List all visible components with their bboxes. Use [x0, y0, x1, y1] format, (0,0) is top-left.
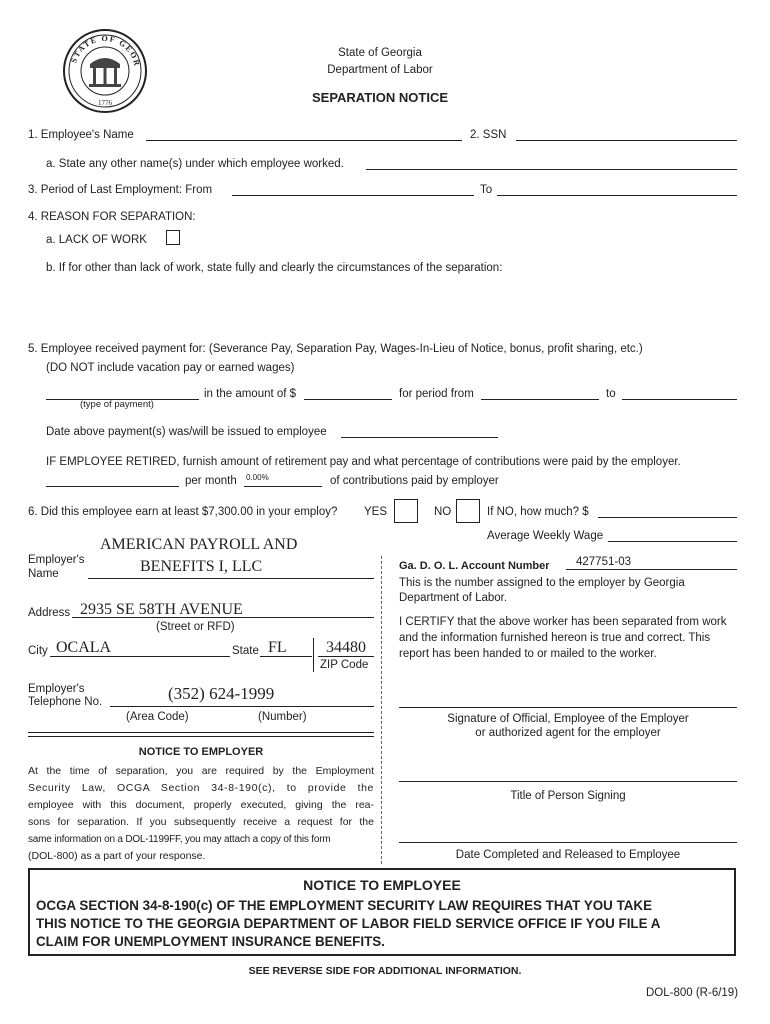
- street-label: (Street or RFD): [156, 621, 235, 633]
- notice-employer-line: same information on a DOL-1199FF, you may attach a copy of this form: [28, 834, 331, 845]
- notice-employer-line: employee with this document, properly executed, giving the rea-: [28, 799, 374, 811]
- address-label: Address: [28, 607, 71, 619]
- section-divider: [381, 556, 382, 864]
- state-label: State: [232, 645, 259, 657]
- state-name: State of Georgia: [338, 47, 422, 59]
- phone-value: (352) 624-1999: [168, 684, 275, 703]
- phone-field[interactable]: [110, 706, 374, 707]
- date-issued-field[interactable]: [341, 437, 498, 438]
- notice-employee-line-2: THIS NOTICE TO THE GEORGIA DEPARTMENT OF LABOR FIELD SERVICE OFFICE IF YOU FILE A: [36, 916, 661, 931]
- employer-section-rule: [28, 732, 374, 737]
- retirement-pay-field[interactable]: [46, 486, 179, 487]
- notice-employer-line: Security Law, OCGA Section 34-8-190(c), to provide the: [28, 782, 374, 794]
- no-label: NO: [434, 506, 452, 518]
- retired-label: IF EMPLOYEE RETIRED, furnish amount of retirement pay and what percentage of contributions were paid by the employer.: [46, 456, 681, 468]
- percent-value: 0.00%: [246, 473, 269, 482]
- employer-name-label-2: Name: [28, 568, 59, 580]
- yes-label: YES: [364, 506, 388, 518]
- signature-label-1: Signature of Official, Employee of the Employer: [447, 713, 689, 725]
- reason-label: 4. REASON FOR SEPARATION:: [28, 211, 196, 223]
- certify-line-1: I CERTIFY that the above worker has been separated from work: [399, 616, 727, 628]
- notice-employee-line-3: CLAIM FOR UNEMPLOYMENT INSURANCE BENEFITS.: [36, 934, 385, 949]
- period-to-label-5: to: [606, 388, 616, 400]
- period-from-field[interactable]: [232, 195, 474, 196]
- account-number-label: Ga. D. O. L. Account Number: [399, 560, 550, 572]
- type-of-payment-label: (type of payment): [80, 399, 154, 410]
- phone-label-2: Telephone No.: [28, 696, 103, 708]
- contributions-label: of contributions paid by employer: [330, 475, 499, 487]
- seal-icon: [62, 28, 148, 114]
- svg-text:1776: 1776: [98, 99, 112, 107]
- payment-period-to-field[interactable]: [622, 399, 737, 400]
- title-signing-label: Title of Person Signing: [510, 790, 626, 802]
- employer-name-label-1: Employer's: [28, 554, 85, 566]
- title-field[interactable]: [399, 781, 737, 782]
- date-completed-label: Date Completed and Released to Employee: [455, 849, 681, 861]
- notice-employer-line: At the time of separation, you are required by the Employment: [28, 765, 374, 777]
- account-number-value: 427751-03: [576, 556, 631, 568]
- lack-of-work-checkbox[interactable]: [166, 230, 180, 245]
- notice-employer-title: NOTICE TO EMPLOYER: [138, 746, 264, 758]
- period-to-label: To: [480, 184, 493, 196]
- employer-name-line-1: AMERICAN PAYROLL AND: [100, 536, 298, 553]
- state-field[interactable]: [260, 656, 312, 657]
- address-value: 2935 SE 58TH AVENUE: [80, 601, 243, 618]
- form-id: DOL-800 (R-6/19): [646, 987, 739, 999]
- georgia-state-seal: [62, 28, 148, 114]
- other-reason-field[interactable]: [46, 280, 736, 336]
- how-much-field[interactable]: [598, 517, 737, 518]
- avg-weekly-wage-field[interactable]: [608, 541, 737, 542]
- date-issued-label: Date above payment(s) was/will be issued to employee: [46, 426, 327, 438]
- payment-amount-field[interactable]: [304, 399, 392, 400]
- page-title: SEPARATION NOTICE: [311, 90, 449, 105]
- per-month-label: per month: [185, 475, 237, 487]
- date-completed-field[interactable]: [399, 842, 737, 843]
- area-code-label: (Area Code): [126, 711, 189, 723]
- number-label: (Number): [258, 711, 307, 723]
- notice-employer-line: sons for separation. If you subsequently receive a request for the: [28, 816, 374, 828]
- payment-note: (DO NOT include vacation pay or earned wages): [46, 362, 295, 374]
- amount-label: in the amount of $: [204, 388, 297, 400]
- period-from-label-5: for period from: [399, 388, 474, 400]
- payment-period-from-field[interactable]: [481, 399, 599, 400]
- certify-line-2: and the information furnished hereon is true and correct. This: [399, 632, 711, 644]
- notice-employee-title: NOTICE TO EMPLOYEE: [303, 877, 461, 893]
- certify-line-3: report has been handed to or mailed to the worker.: [399, 648, 657, 660]
- other-reason-label: b. If for other than lack of work, state fully and clearly the circumstances of the separation:: [46, 262, 503, 274]
- address-field[interactable]: [72, 617, 374, 618]
- signature-field[interactable]: [399, 707, 737, 708]
- how-much-label: If NO, how much? $: [487, 506, 589, 518]
- notice-employer-line: (DOL-800) as a part of your response.: [28, 850, 206, 862]
- account-note-1: This is the number assigned to the employer by Georgia: [399, 577, 685, 589]
- city-label: City: [28, 645, 48, 657]
- svg-text:STATE OF GEORGIA: STATE OF GEOR: [69, 33, 142, 68]
- employer-name-field[interactable]: [88, 578, 374, 579]
- zip-divider: [313, 638, 314, 672]
- yes-checkbox[interactable]: [394, 499, 418, 523]
- notice-employee-line-1: OCGA SECTION 34-8-190(c) OF THE EMPLOYMENT SECURITY LAW REQUIRES THAT YOU TAKE: [36, 898, 653, 913]
- zip-label: ZIP Code: [320, 659, 369, 671]
- account-number-field[interactable]: [566, 569, 737, 570]
- signature-label-2: or authorized agent for the employer: [475, 727, 661, 739]
- state-value: FL: [268, 639, 287, 656]
- employee-name-label: 1. Employee's Name: [28, 129, 134, 141]
- city-value: OCALA: [56, 639, 112, 656]
- employer-name-line-2: BENEFITS I, LLC: [140, 558, 263, 575]
- avg-weekly-wage-label: Average Weekly Wage: [487, 530, 604, 542]
- notice-employer-text: [28, 763, 374, 865]
- account-note-2: Department of Labor.: [399, 592, 508, 604]
- lack-of-work-label: a. LACK OF WORK: [46, 234, 147, 246]
- ssn-field[interactable]: [516, 140, 737, 141]
- zip-field[interactable]: [318, 656, 374, 657]
- city-field[interactable]: [50, 656, 230, 657]
- zip-value: 34480: [326, 639, 366, 656]
- period-to-field[interactable]: [497, 195, 737, 196]
- reverse-side-note: SEE REVERSE SIDE FOR ADDITIONAL INFORMATION.: [248, 965, 522, 977]
- no-checkbox[interactable]: [456, 499, 480, 523]
- notice-employee-box: [28, 868, 736, 956]
- earn-question: 6. Did this employee earn at least $7,300.00 in your employ?: [28, 506, 338, 518]
- ssn-label: 2. SSN: [470, 129, 507, 141]
- payment-label: 5. Employee received payment for: (Severance Pay, Separation Pay, Wages-In-Lieu of Notice, bonus, profit sharing, etc.): [28, 343, 643, 355]
- other-names-label: a. State any other name(s) under which employee worked.: [46, 158, 344, 170]
- percent-field[interactable]: [244, 486, 322, 487]
- employee-name-field[interactable]: [146, 140, 462, 141]
- period-label: 3. Period of Last Employment: From: [28, 184, 213, 196]
- department-name: Department of Labor: [327, 64, 433, 76]
- phone-label-1: Employer's: [28, 683, 85, 695]
- other-names-field[interactable]: [366, 169, 737, 170]
